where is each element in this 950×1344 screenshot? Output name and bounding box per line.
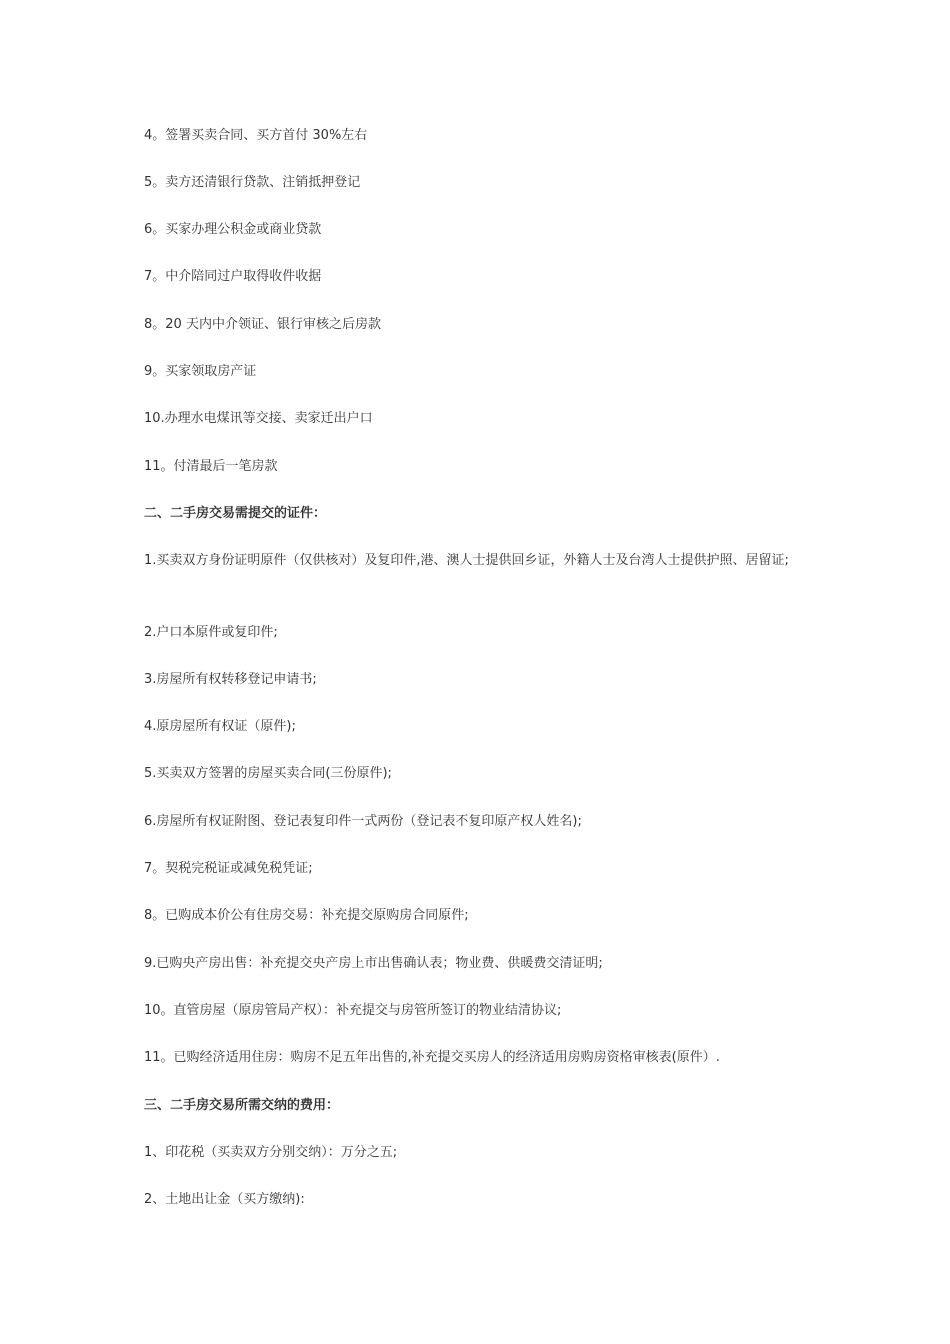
document-item-5: 5.买卖双方签署的房屋买卖合同(三份原件); xyxy=(144,766,392,781)
document-item-7: 7。契税完税证或减免税凭证; xyxy=(144,861,313,876)
section2-heading: 二、二手房交易需提交的证件： xyxy=(144,506,327,521)
document-item-2: 2.户口本原件或复印件; xyxy=(144,625,278,640)
document-item-10: 10。直管房屋（原房管局产权）：补充提交与房管所签订的物业结清协议; xyxy=(144,1003,562,1018)
step-item-11: 11。付清最后一笔房款 xyxy=(144,459,278,474)
document-item-9: 9.已购央产房出售：补充提交央产房上市出售确认表；物业费、供暖费交清证明; xyxy=(144,956,603,971)
step-item-7: 7。中介陪同过户取得收件收据 xyxy=(144,269,322,284)
document-item-8: 8。已购成本价公有住房交易：补充提交原购房合同原件; xyxy=(144,908,469,923)
step-item-9: 9。买家领取房产证 xyxy=(144,364,257,379)
step-item-6: 6。买家办理公积金或商业贷款 xyxy=(144,222,322,237)
section3-heading: 三、二手房交易所需交纳的费用： xyxy=(144,1098,340,1113)
step-item-10: 10.办理水电煤讯等交接、卖家迁出户口 xyxy=(144,411,373,426)
fee-item-2: 2、土地出让金（买方缴纳): xyxy=(144,1192,305,1207)
document-item-11: 11。已购经济适用住房：购房不足五年出售的,补充提交买房人的经济适用房购房资格审核表(原件）. xyxy=(144,1050,720,1065)
step-item-5: 5。卖方还清银行贷款、注销抵押登记 xyxy=(144,175,361,190)
document-item-6: 6.房屋所有权证附图、登记表复印件一式两份（登记表不复印原产权人姓名); xyxy=(144,814,582,829)
document-item-3: 3.房屋所有权转移登记申请书; xyxy=(144,672,317,687)
step-item-8: 8。20 天内中介领证、银行审核之后房款 xyxy=(144,317,381,332)
document-item-4: 4.原房屋所有权证（原件); xyxy=(144,719,296,734)
document-item-1: 1.买卖双方身份证明原件（仅供核对）及复印件,港、澳人士提供回乡证，外籍人士及台湾人士提供护照、居留证; xyxy=(144,553,789,568)
fee-item-1: 1、印花税（买卖双方分别交纳）：万分之五; xyxy=(144,1145,398,1160)
step-item-4: 4。签署买卖合同、买方首付 30%左右 xyxy=(144,128,368,143)
